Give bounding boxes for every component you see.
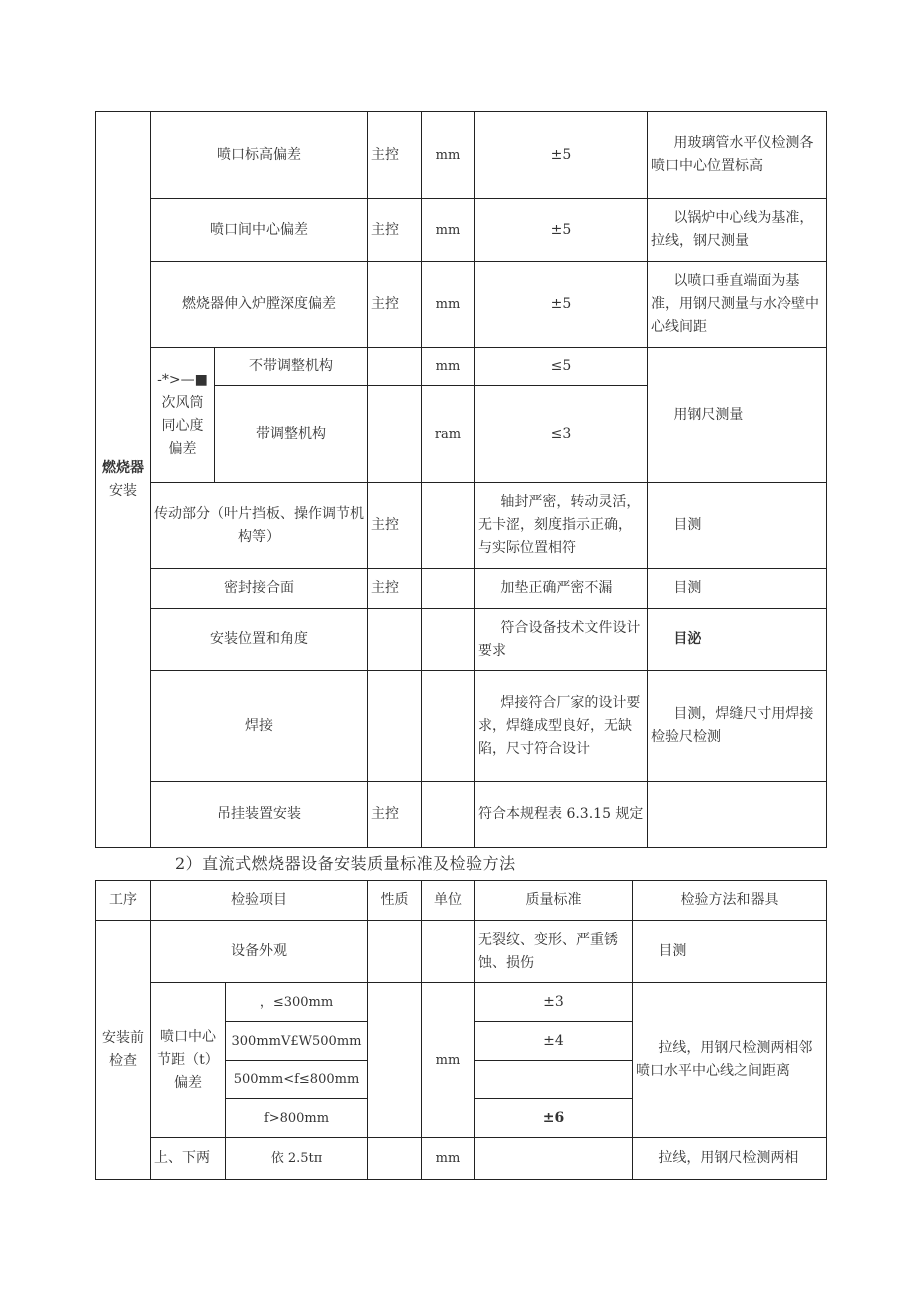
spacing-label-line3: 偏差 [174, 1074, 202, 1091]
unit-cell [422, 671, 475, 782]
process-cell [96, 921, 151, 1180]
header-item: 检验项目 [151, 881, 368, 921]
nature-cell [368, 348, 422, 386]
method-cell: 用玻璃管水平仪检测各喷口中心位置标高 [648, 112, 827, 199]
nature-cell [368, 671, 422, 782]
standard-cell: ±4 [475, 1022, 633, 1061]
last-label: 上、下两 [151, 1138, 226, 1180]
item-cell: 不带调整机构 [215, 348, 368, 386]
standard-cell: ±3 [475, 983, 633, 1022]
header-unit: 单位 [422, 881, 475, 921]
wind-group-label [151, 348, 215, 483]
item-cell: 带调整机构 [215, 386, 368, 483]
method-cell: 以锅炉中心线为基准，拉线，钢尺测量 [648, 199, 827, 262]
spacing-label [151, 983, 226, 1138]
unit-cell: ram [422, 386, 475, 483]
spacing-label-line1: 喷口中心 [160, 1028, 216, 1045]
method-cell: 目测，焊缝尺寸用焊接检验尺检测 [648, 671, 827, 782]
unit-cell [422, 921, 475, 983]
standard-cell: 轴封严密，转动灵活，无卡涩，刻度指示正确，与实际位置相符 [475, 483, 648, 569]
wind-label-line4: 偏差 [168, 441, 197, 457]
standard-cell: 焊接符合厂家的设计要求，焊缝成型良好，无缺陷，尺寸符合设计 [475, 671, 648, 782]
process-line1: 燃烧器 [102, 459, 144, 476]
unit-cell: mm [422, 1138, 475, 1180]
method-cell: 拉线，用钢尺检测两相邻喷口水平中心线之间距离 [633, 983, 827, 1138]
range-cell: 依 2.5tπ [226, 1138, 368, 1180]
standard-cell: 无裂纹、变形、严重锈蚀、损伤 [475, 921, 633, 983]
range-cell: ，≤300mm [226, 983, 368, 1022]
item-cell: 焊接 [151, 671, 368, 782]
range-cell: 500mm<f≤800mm [226, 1061, 368, 1099]
standard-cell: ≤5 [475, 348, 648, 386]
nature-cell [368, 1138, 422, 1180]
standard-cell: ±5 [475, 262, 648, 348]
standard-cell: ±5 [475, 199, 648, 262]
standard-cell: 符合本规程表 6.3.15 规定 [475, 782, 648, 848]
wind-label-line1: -*>—■ [157, 372, 208, 388]
unit-cell: mm [422, 348, 475, 386]
standard-cell: 加垫正确严密不漏 [475, 569, 648, 609]
method-cell: 目测 [633, 921, 827, 983]
item-cell: 喷口标高偏差 [151, 112, 368, 199]
standard-cell [475, 1061, 633, 1099]
method-cell [648, 782, 827, 848]
header-process: 工序 [96, 881, 151, 921]
nature-cell [368, 921, 422, 983]
nature-cell: 主控 [368, 112, 422, 199]
header-standard: 质量标准 [475, 881, 633, 921]
wind-label-line3: 同心度 [161, 418, 204, 434]
nature-cell: 主控 [368, 569, 422, 609]
item-cell: 设备外观 [151, 921, 368, 983]
nature-cell: 主控 [368, 483, 422, 569]
nature-cell: 主控 [368, 199, 422, 262]
nature-cell [368, 609, 422, 671]
standard-cell: ≤3 [475, 386, 648, 483]
item-cell: 密封接合面 [151, 569, 368, 609]
section-caption: 2）直流式燃烧器设备安装质量标准及检验方法 [175, 854, 516, 873]
range-cell: 300mmV£W500mm [226, 1022, 368, 1061]
wind-label-line2: 次风筒 [161, 395, 204, 411]
item-cell: 燃烧器伸入炉膛深度偏差 [151, 262, 368, 348]
spacing-label-line2: 节距（t） [157, 1051, 219, 1068]
process-cell [96, 112, 151, 848]
standard-cell: ±5 [475, 112, 648, 199]
nature-cell [368, 983, 422, 1138]
header-nature: 性质 [368, 881, 422, 921]
nature-cell [368, 386, 422, 483]
standard-cell [475, 1138, 633, 1180]
process-line2: 安装 [109, 482, 137, 499]
direct-burner-table [95, 880, 827, 1180]
item-cell: 吊挂装置安装 [151, 782, 368, 848]
range-cell: f>800mm [226, 1099, 368, 1138]
header-method: 检验方法和器具 [633, 881, 827, 921]
item-cell: 传动部分（叶片挡板、操作调节机构等） [151, 483, 368, 569]
standard-cell: 符合设备技术文件设计要求 [475, 609, 648, 671]
standard-cell: ±6 [475, 1099, 633, 1138]
unit-cell: mm [422, 983, 475, 1138]
unit-cell [422, 609, 475, 671]
method-cell: 目测 [648, 569, 827, 609]
unit-cell: mm [422, 262, 475, 348]
nature-cell: 主控 [368, 262, 422, 348]
unit-cell: mm [422, 199, 475, 262]
unit-cell [422, 782, 475, 848]
method-cell: 拉线，用钢尺检测两相 [633, 1138, 827, 1180]
unit-cell [422, 569, 475, 609]
unit-cell: mm [422, 112, 475, 199]
process-line1: 安装前 [102, 1030, 144, 1046]
method-cell: 目泌 [648, 609, 827, 671]
method-cell: 以喷口垂直端面为基准，用钢尺测量与水冷壁中心线间距 [648, 262, 827, 348]
nature-cell: 主控 [368, 782, 422, 848]
process-line2: 检查 [109, 1053, 137, 1069]
burner-install-table [95, 111, 827, 848]
method-cell: 目测 [648, 483, 827, 569]
unit-cell [422, 483, 475, 569]
item-cell: 喷口间中心偏差 [151, 199, 368, 262]
method-cell: 用钢尺测量 [648, 348, 827, 483]
item-cell: 安装位置和角度 [151, 609, 368, 671]
